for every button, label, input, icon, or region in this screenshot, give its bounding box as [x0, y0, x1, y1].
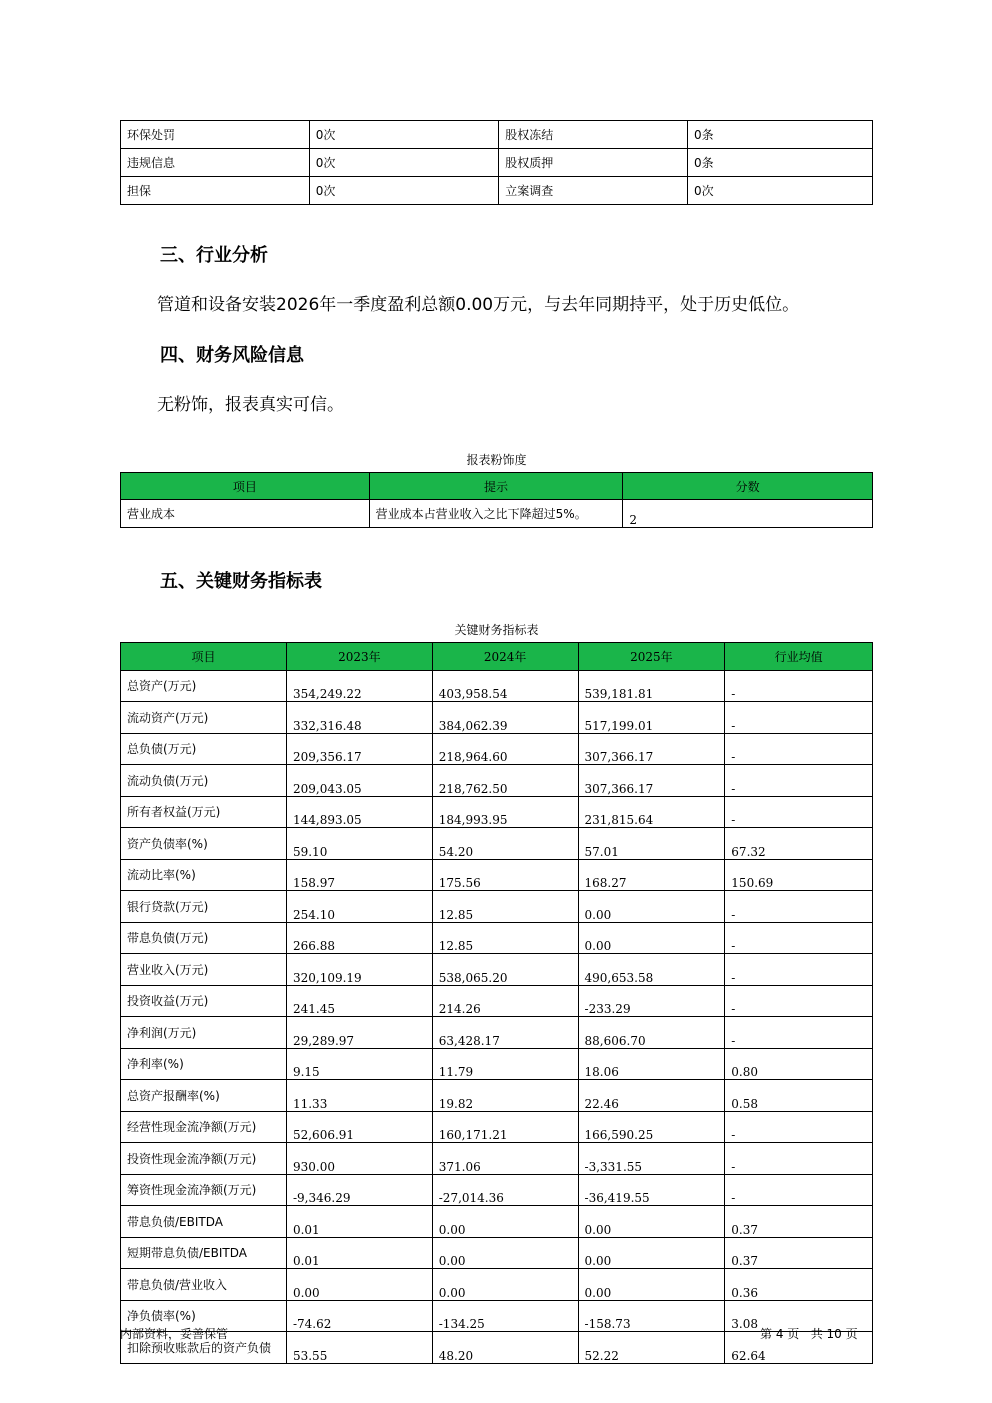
- fin-table-caption: 关键财务指标表: [454, 623, 539, 637]
- risk-item-label: 违规信息: [121, 149, 310, 177]
- indicator-label: 总资产(万元): [121, 670, 287, 702]
- indicator-value: 0.00: [578, 1206, 725, 1238]
- indicator-value: -: [725, 1111, 873, 1143]
- risk-item-value: 0条: [687, 149, 872, 177]
- column-header: 分数: [623, 473, 873, 500]
- table-cell: 营业成本: [121, 500, 370, 528]
- column-header: 2023年: [286, 643, 432, 671]
- table-row: [121, 121, 873, 149]
- risk-item-label: 股权冻结: [499, 121, 688, 149]
- indicator-value: 12.85: [432, 922, 578, 954]
- indicator-label: 投资收益(万元): [121, 985, 287, 1017]
- table-header-row: [121, 473, 873, 500]
- indicator-label: 投资性现金流净额(万元): [121, 1143, 287, 1175]
- indicator-value: 218,964.60: [432, 733, 578, 765]
- indicator-label: 带息负债/EBITDA: [121, 1206, 287, 1238]
- risk-item-value: 0条: [687, 121, 872, 149]
- column-header: 项目: [121, 643, 287, 671]
- table-row: [121, 828, 873, 860]
- indicator-value: 3.08: [725, 1300, 873, 1332]
- indicator-value: 11.33: [286, 1080, 432, 1112]
- table-row: [121, 954, 873, 986]
- indicator-value: 320,109.19: [286, 954, 432, 986]
- financial-indicators-table: [120, 642, 873, 1364]
- indicator-value: 62.64: [725, 1332, 873, 1364]
- indicator-value: -: [725, 765, 873, 797]
- section-4-heading: 四、财务风险信息: [160, 345, 304, 366]
- indicator-label: 流动资产(万元): [121, 702, 287, 734]
- indicator-value: -: [725, 796, 873, 828]
- table-row: [121, 1080, 873, 1112]
- indicator-value: 52.22: [578, 1332, 725, 1364]
- indicator-value: 231,815.64: [578, 796, 725, 828]
- risk-item-value: 0次: [309, 121, 499, 149]
- indicator-value: 150.69: [725, 859, 873, 891]
- section-3-text: 管道和设备安装2026年一季度盈利总额0.00万元，与去年同期持平，处于历史低位。: [157, 295, 800, 315]
- indicator-value: 0.01: [286, 1206, 432, 1238]
- risk-item-label: 股权质押: [499, 149, 688, 177]
- table-row: [121, 1269, 873, 1301]
- indicator-value: 160,171.21: [432, 1111, 578, 1143]
- table-row: [121, 1111, 873, 1143]
- indicator-value: 266.88: [286, 922, 432, 954]
- indicator-value: 0.00: [432, 1206, 578, 1238]
- indicator-value: -: [725, 702, 873, 734]
- indicator-label: 净利润(万元): [121, 1017, 287, 1049]
- indicator-label: 短期带息负债/EBITDA: [121, 1237, 287, 1269]
- risk-item-label: 担保: [121, 177, 310, 205]
- indicator-value: -: [725, 670, 873, 702]
- indicator-value: 59.10: [286, 828, 432, 860]
- indicator-value: 0.00: [286, 1269, 432, 1301]
- indicator-label: 总资产报酬率(%): [121, 1080, 287, 1112]
- column-header: 2025年: [578, 643, 725, 671]
- indicator-value: 307,366.17: [578, 733, 725, 765]
- indicator-value: -: [725, 891, 873, 923]
- indicator-value: 214.26: [432, 985, 578, 1017]
- table-row: [121, 702, 873, 734]
- indicator-value: 539,181.81: [578, 670, 725, 702]
- indicator-value: 0.37: [725, 1237, 873, 1269]
- column-header: 2024年: [432, 643, 578, 671]
- indicator-label: 带息负债(万元): [121, 922, 287, 954]
- table-row: [121, 1017, 873, 1049]
- indicator-value: 403,958.54: [432, 670, 578, 702]
- indicator-label: 扣除预收账款后的资产负债: [121, 1332, 287, 1364]
- indicator-value: 0.00: [578, 1269, 725, 1301]
- indicator-label: 净利率(%): [121, 1048, 287, 1080]
- indicator-value: 930.00: [286, 1143, 432, 1175]
- indicator-value: 63,428.17: [432, 1017, 578, 1049]
- indicator-value: 9.15: [286, 1048, 432, 1080]
- fraud-table-caption: 报表粉饰度: [466, 453, 527, 467]
- indicator-value: 0.00: [432, 1269, 578, 1301]
- indicator-value: -3,331.55: [578, 1143, 725, 1175]
- footer-page-number: 第 4 页 共 10 页: [760, 1327, 858, 1341]
- risk-item-label: 立案调查: [499, 177, 688, 205]
- table-row: [121, 1174, 873, 1206]
- indicator-value: 517,199.01: [578, 702, 725, 734]
- indicator-value: 12.85: [432, 891, 578, 923]
- table-row: [121, 765, 873, 797]
- indicator-value: 0.00: [432, 1237, 578, 1269]
- indicator-value: 0.01: [286, 1237, 432, 1269]
- risk-item-value: 0次: [309, 177, 499, 205]
- indicator-value: 19.82: [432, 1080, 578, 1112]
- indicator-value: 384,062.39: [432, 702, 578, 734]
- indicator-value: 218,762.50: [432, 765, 578, 797]
- indicator-value: 22.46: [578, 1080, 725, 1112]
- indicator-label: 流动负债(万元): [121, 765, 287, 797]
- footer-confidential: 内部资料，妥善保管: [120, 1327, 229, 1341]
- indicator-value: -: [725, 985, 873, 1017]
- indicator-value: 158.97: [286, 859, 432, 891]
- indicator-value: 18.06: [578, 1048, 725, 1080]
- table-row: [121, 500, 873, 528]
- table-row: [121, 670, 873, 702]
- indicator-value: -74.62: [286, 1300, 432, 1332]
- indicator-value: 88,606.70: [578, 1017, 725, 1049]
- indicator-value: 144,893.05: [286, 796, 432, 828]
- table-row: [121, 1048, 873, 1080]
- indicator-label: 净负债率(%): [121, 1300, 287, 1332]
- indicator-value: 490,653.58: [578, 954, 725, 986]
- indicator-value: 0.58: [725, 1080, 873, 1112]
- indicator-value: 0.36: [725, 1269, 873, 1301]
- indicator-value: 175.56: [432, 859, 578, 891]
- table-row: [121, 733, 873, 765]
- column-header: 提示: [369, 473, 623, 500]
- indicator-value: 52,606.91: [286, 1111, 432, 1143]
- table-row: [121, 796, 873, 828]
- indicator-label: 经营性现金流净额(万元): [121, 1111, 287, 1143]
- indicator-label: 所有者权益(万元): [121, 796, 287, 828]
- indicator-value: 168.27: [578, 859, 725, 891]
- table-row: [121, 859, 873, 891]
- indicator-value: 57.01: [578, 828, 725, 860]
- indicator-value: -36,419.55: [578, 1174, 725, 1206]
- table-row: [121, 149, 873, 177]
- indicator-label: 流动比率(%): [121, 859, 287, 891]
- indicator-label: 银行贷款(万元): [121, 891, 287, 923]
- risk-summary-table: [120, 120, 873, 205]
- indicator-value: -: [725, 1017, 873, 1049]
- indicator-value: 29,289.97: [286, 1017, 432, 1049]
- table-header-row: [121, 643, 873, 671]
- indicator-value: 371.06: [432, 1143, 578, 1175]
- indicator-value: -27,014.36: [432, 1174, 578, 1206]
- table-row: [121, 1206, 873, 1238]
- table-row: [121, 985, 873, 1017]
- table-row: [121, 1237, 873, 1269]
- indicator-value: 538,065.20: [432, 954, 578, 986]
- indicator-value: 166,590.25: [578, 1111, 725, 1143]
- table-row: [121, 177, 873, 205]
- indicator-value: 254.10: [286, 891, 432, 923]
- indicator-value: 0.80: [725, 1048, 873, 1080]
- indicator-value: -158.73: [578, 1300, 725, 1332]
- indicator-value: 0.00: [578, 922, 725, 954]
- indicator-value: -134.25: [432, 1300, 578, 1332]
- table-row: [121, 922, 873, 954]
- fraud-table: [120, 472, 873, 528]
- column-header: 项目: [121, 473, 370, 500]
- indicator-value: 241.45: [286, 985, 432, 1017]
- indicator-value: 354,249.22: [286, 670, 432, 702]
- risk-item-value: 0次: [309, 149, 499, 177]
- column-header: 行业均值: [725, 643, 873, 671]
- indicator-value: 0.00: [578, 891, 725, 923]
- section-3-heading: 三、行业分析: [160, 245, 268, 266]
- indicator-value: 53.55: [286, 1332, 432, 1364]
- table-cell: 营业成本占营业收入之比下降超过5%。: [369, 500, 623, 528]
- table-cell: 2: [623, 500, 873, 528]
- indicator-value: -233.29: [578, 985, 725, 1017]
- indicator-label: 资产负债率(%): [121, 828, 287, 860]
- indicator-label: 总负债(万元): [121, 733, 287, 765]
- indicator-value: 11.79: [432, 1048, 578, 1080]
- section-4-text: 无粉饰，报表真实可信。: [157, 395, 344, 415]
- indicator-value: 67.32: [725, 828, 873, 860]
- risk-item-label: 环保处罚: [121, 121, 310, 149]
- risk-item-value: 0次: [687, 177, 872, 205]
- indicator-value: 332,316.48: [286, 702, 432, 734]
- indicator-value: 307,366.17: [578, 765, 725, 797]
- indicator-value: -: [725, 1174, 873, 1206]
- indicator-value: 0.37: [725, 1206, 873, 1238]
- indicator-value: -: [725, 922, 873, 954]
- indicator-value: 184,993.95: [432, 796, 578, 828]
- indicator-label: 筹资性现金流净额(万元): [121, 1174, 287, 1206]
- table-row: [121, 891, 873, 923]
- indicator-value: 54.20: [432, 828, 578, 860]
- indicator-label: 带息负债/营业收入: [121, 1269, 287, 1301]
- indicator-value: -: [725, 1143, 873, 1175]
- table-row: [121, 1143, 873, 1175]
- section-5-heading: 五、关键财务指标表: [160, 571, 322, 592]
- indicator-value: -9,346.29: [286, 1174, 432, 1206]
- indicator-value: -: [725, 733, 873, 765]
- indicator-label: 营业收入(万元): [121, 954, 287, 986]
- indicator-value: 209,043.05: [286, 765, 432, 797]
- indicator-value: 0.00: [578, 1237, 725, 1269]
- indicator-value: 209,356.17: [286, 733, 432, 765]
- indicator-value: -: [725, 954, 873, 986]
- indicator-value: 48.20: [432, 1332, 578, 1364]
